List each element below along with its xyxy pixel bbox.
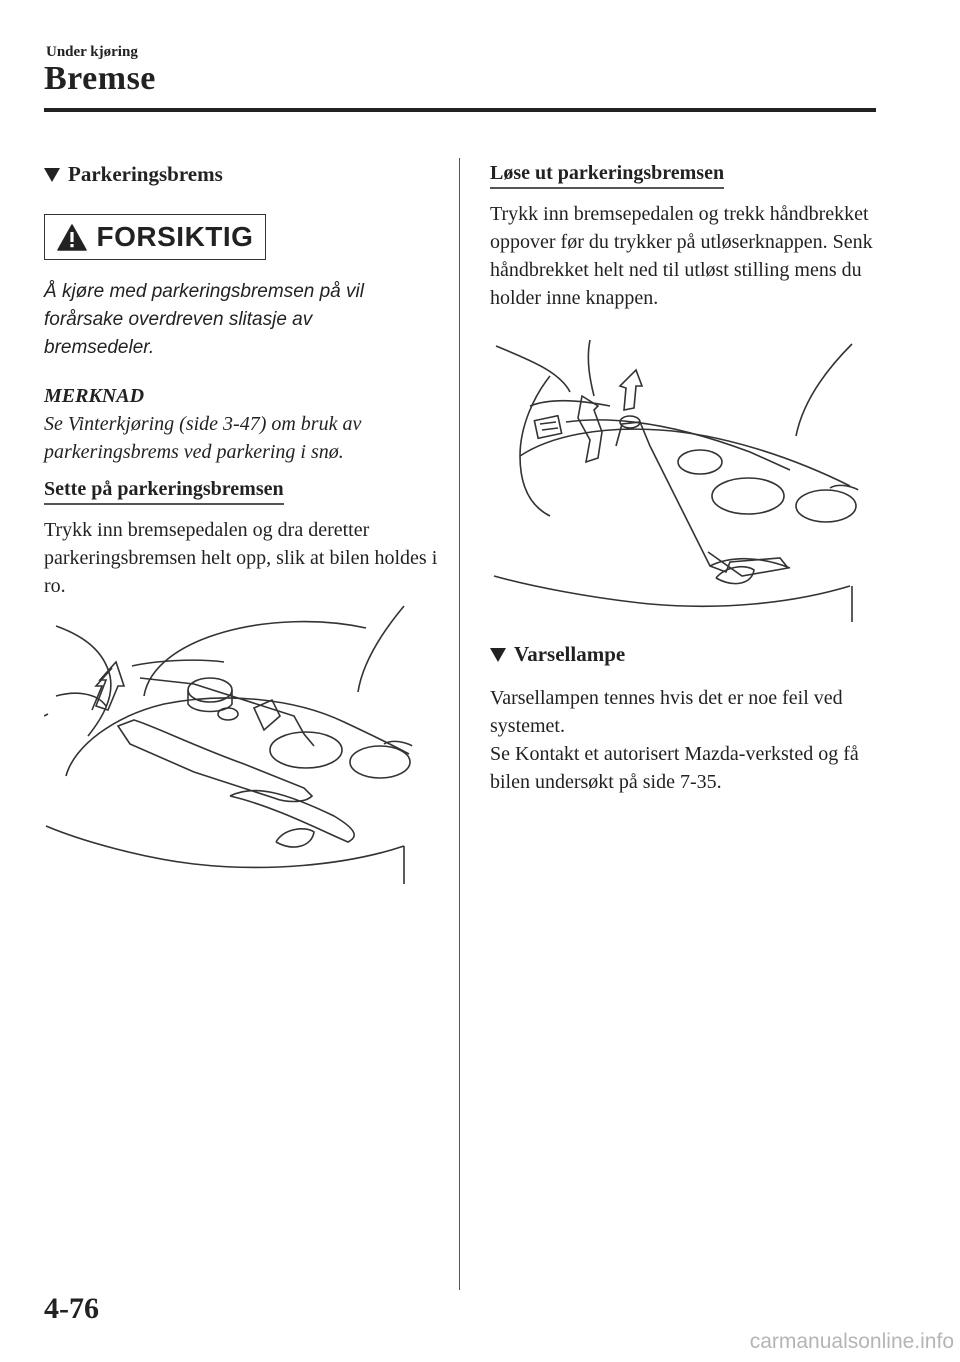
subsection-lose-ut — [490, 162, 724, 189]
caution-box — [44, 214, 266, 260]
parking-brake-apply-illustration — [44, 596, 416, 886]
section-heading-text: Parkeringsbrems — [68, 162, 223, 186]
note-block — [44, 382, 444, 466]
chapter-label: Under kjøring — [46, 44, 138, 60]
triangle-bullet-icon — [44, 168, 60, 182]
subsection-sette-pa — [44, 478, 284, 505]
subsection-heading: Sette på parkeringsbremsen — [44, 478, 284, 505]
section-heading-varsellampe — [490, 642, 625, 667]
header-rule — [44, 108, 876, 112]
note-text: Se Vinterkjøring (side 3-47) om bruk av parkeringsbrems ved parkering i snø. — [44, 413, 362, 463]
instruction-release-text: Trykk inn bremsepedalen og trekk håndbrekket oppover før du trykker på utløserknappen. Senk håndbrekket helt ned til utløst stilling mens du holder inne knappen. — [490, 203, 873, 309]
warning-triangle-icon — [57, 224, 87, 251]
caution-text: Å kjøre med parkeringsbremsen på vil forårsake overdreven slitasje av bremsedeler. — [44, 281, 364, 358]
triangle-bullet-icon — [490, 648, 506, 662]
caution-label: FORSIKTIG — [96, 221, 254, 252]
column-divider — [459, 158, 460, 1290]
page-number: 4-76 — [44, 1292, 99, 1325]
warning-lamp-reference: Se Kontakt et autorisert Mazda-verksted og få bilen undersøkt på side 7-35. — [490, 743, 859, 793]
section-heading-text: Varsellampe — [514, 642, 626, 666]
page-title: Bremse — [44, 60, 156, 97]
instruction-apply-text: Trykk inn bremsepedalen og dra deretter parkeringsbremsen helt opp, slik at bilen holdes i ro. — [44, 519, 438, 597]
watermark: carmanualsonline.info — [749, 1330, 954, 1353]
note-label: MERKNAD — [44, 385, 145, 407]
parking-brake-release-illustration — [490, 336, 862, 626]
warning-lamp-text — [490, 684, 880, 796]
section-heading-parkeringsbrems — [44, 162, 223, 187]
warning-lamp-paragraph: Varsellampen tennes hvis det er noe feil ved systemet. — [490, 687, 843, 737]
subsection-heading: Løse ut parkeringsbremsen — [490, 162, 724, 189]
